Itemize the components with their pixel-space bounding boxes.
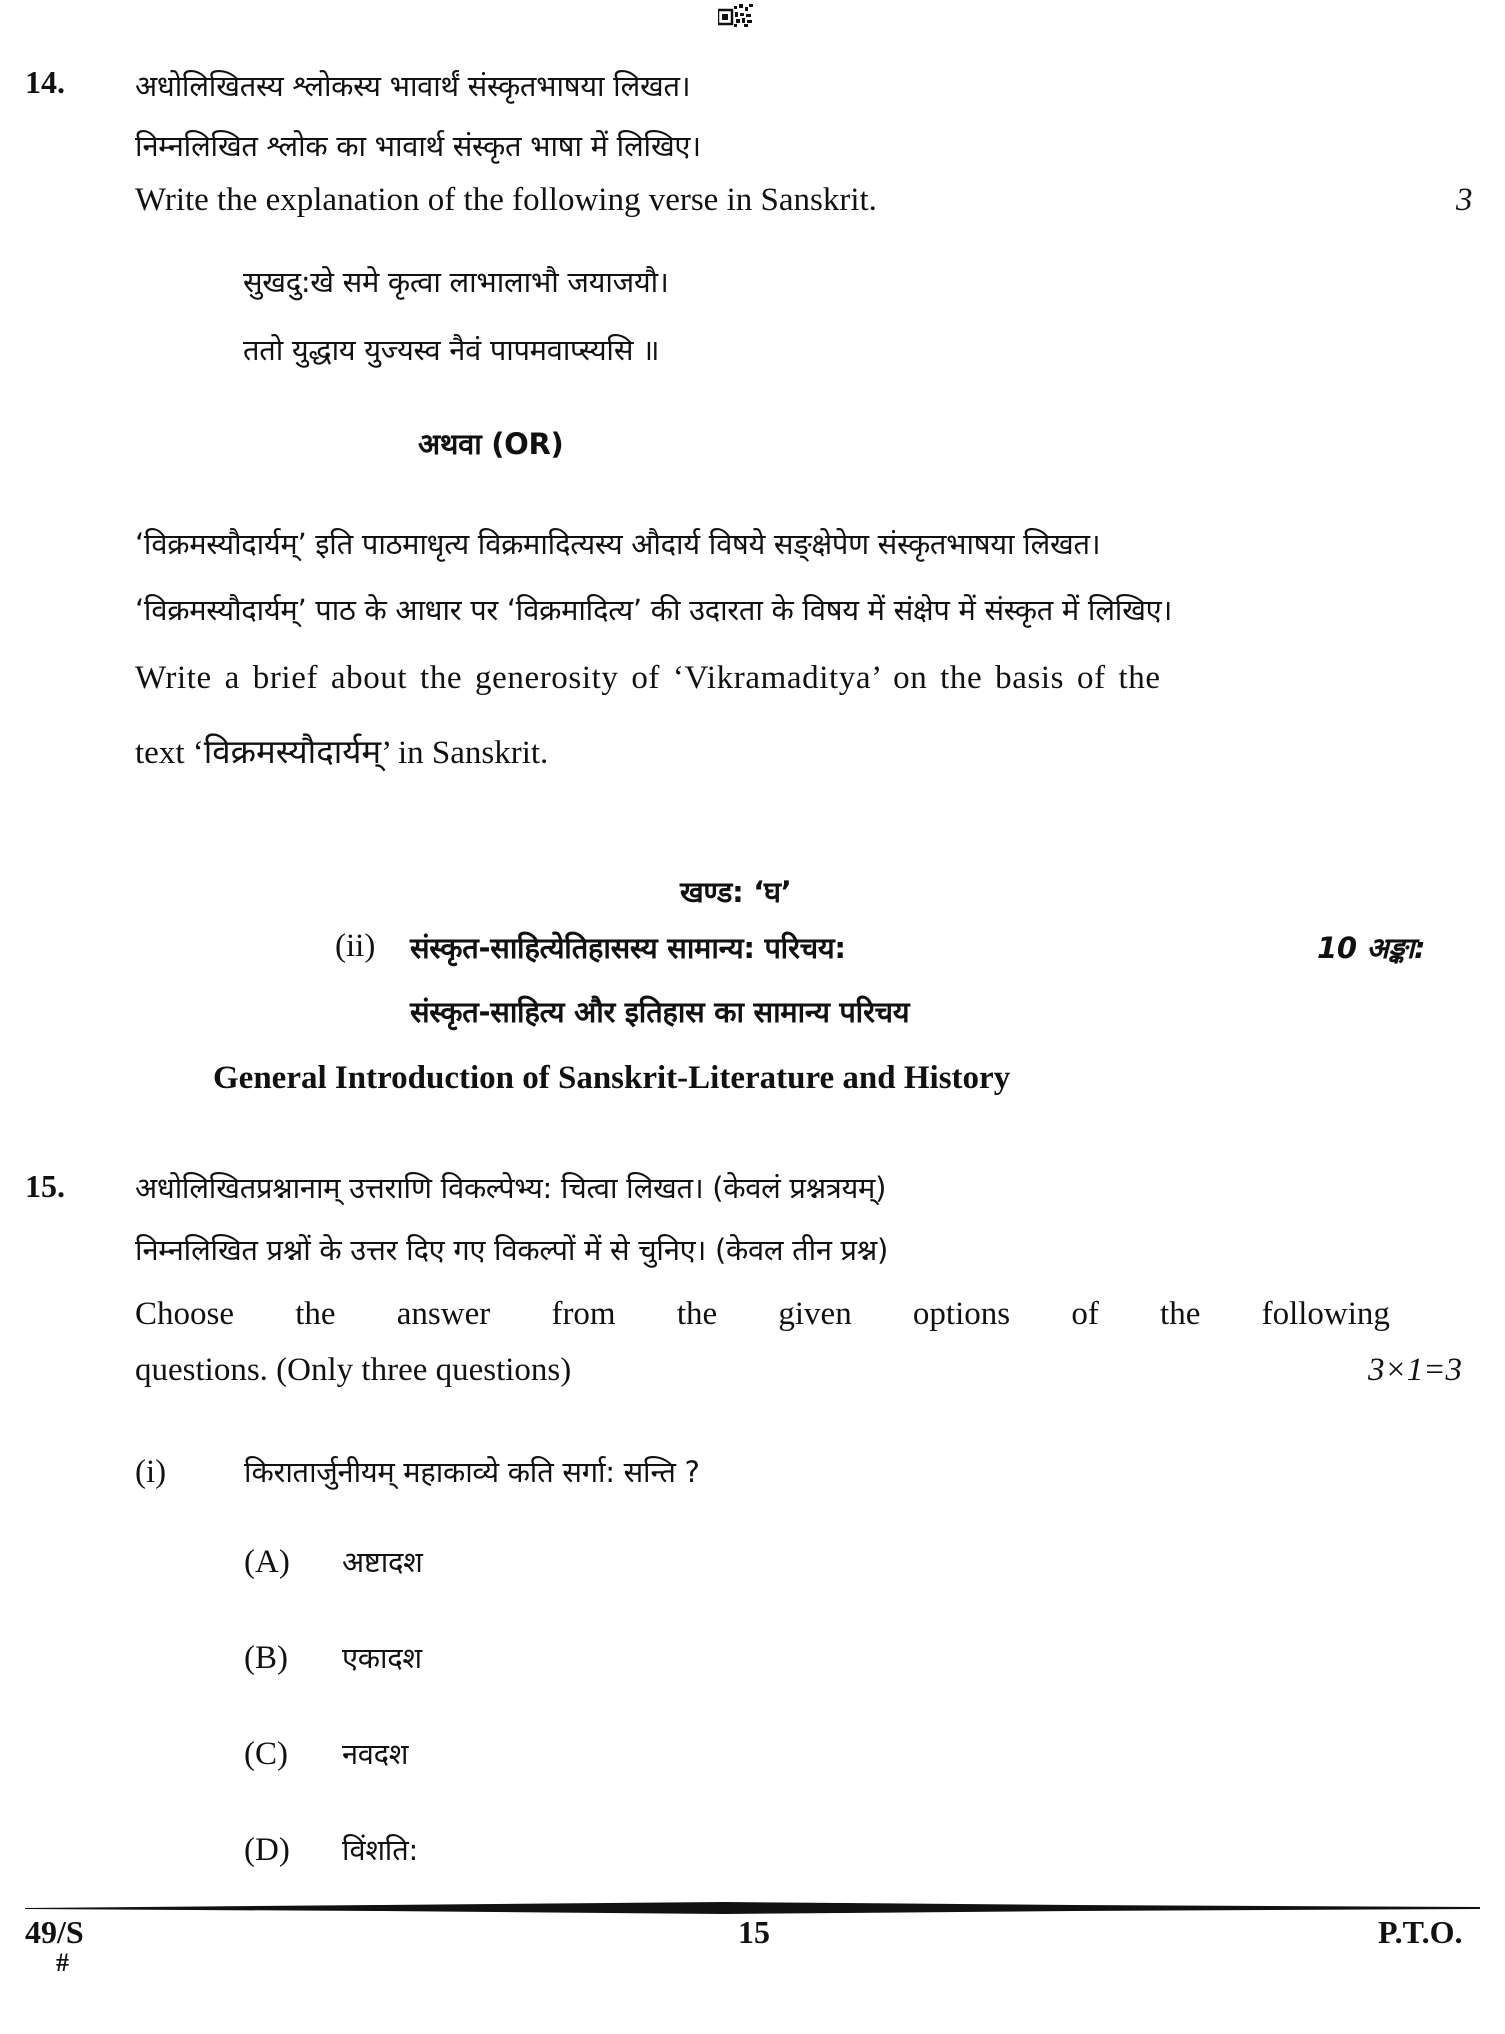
option-text-c: नवदश bbox=[342, 1737, 409, 1771]
option-label-c: (C) bbox=[244, 1736, 288, 1772]
option-label-b: (B) bbox=[244, 1640, 288, 1676]
q14-alt-instruction-english-2: text ‘विक्रमस्यौदार्यम्’ in Sanskrit. bbox=[135, 735, 549, 771]
verse-line-2: ततो युद्धाय युज्यस्व नैवं पापमवाप्स्यसि ॥ bbox=[243, 333, 660, 367]
q15-marks: 3×1=3 bbox=[1368, 1352, 1463, 1388]
hash-mark: # bbox=[56, 1948, 69, 1977]
question-number: 15. bbox=[25, 1168, 65, 1204]
sub-question-label: (i) bbox=[135, 1454, 167, 1490]
word: of bbox=[1071, 1296, 1099, 1332]
section-title: खण्ड: ‘घ’ bbox=[680, 875, 792, 909]
q14-instruction-english: Write the explanation of the following verse in Sanskrit. bbox=[135, 182, 877, 218]
word: following bbox=[1261, 1296, 1390, 1332]
q14-alt-instruction-english-1: Write a brief about the generosity of ‘Vikramaditya’ on the basis of the bbox=[135, 660, 1161, 696]
q14-instruction-sanskrit: अधोलिखितस्य श्लोकस्य भावार्थं संस्कृतभाषया लिखत। bbox=[135, 69, 691, 103]
q14-instruction-hindi: निम्नलिखित श्लोक का भावार्थ संस्कृत भाषा में लिखिए। bbox=[135, 129, 701, 163]
question-number: 14. bbox=[25, 64, 65, 100]
footer-divider bbox=[25, 1899, 1480, 1909]
section-sub-title-sanskrit: संस्कृत-साहित्येतिहासस्य सामान्य: परिचय: bbox=[410, 931, 846, 965]
option-text-d: विंशति: bbox=[342, 1833, 418, 1867]
word: options bbox=[912, 1296, 1011, 1332]
pto-label: P.T.O. bbox=[1378, 1914, 1463, 1950]
word: Choose bbox=[135, 1296, 234, 1332]
qr-code-icon bbox=[718, 4, 754, 28]
q15-instruction-english-1 bbox=[135, 1296, 1390, 1333]
verse-line-1: सुखदु:खे समे कृत्वा लाभालाभौ जयाजयौ। bbox=[243, 265, 669, 299]
word: from bbox=[551, 1296, 616, 1332]
sub-question-text: किरातार्जुनीयम् महाकाव्ये कति सर्गा: सन्ति ? bbox=[244, 1455, 700, 1489]
q15-instruction-english-2: questions. (Only three questions) bbox=[135, 1352, 572, 1388]
word: the bbox=[676, 1296, 718, 1332]
or-separator: अथवा (OR) bbox=[418, 427, 564, 461]
q14-alt-instruction-hindi: ‘विक्रमस्यौदार्यम्’ पाठ के आधार पर ‘विक्रमादित्य’ की उदारता के विषय में संक्षेप में संस्कृत में लिखिए। bbox=[135, 593, 1173, 627]
word: given bbox=[778, 1296, 852, 1332]
q15-instruction-hindi: निम्नलिखित प्रश्नों के उत्तर दिए गए विकल्पों में से चुनिए। (केवल तीन प्रश्न) bbox=[135, 1233, 888, 1267]
word: the bbox=[1160, 1296, 1201, 1332]
section-marks: 10 अङ्का: bbox=[1317, 931, 1426, 965]
section-sub-title-english: General Introduction of Sanskrit-Literature and History bbox=[213, 1060, 1011, 1096]
q15-instruction-sanskrit: अधोलिखितप्रश्नानाम् उत्तराणि विकल्पेभ्य: चित्वा लिखत। (केवलं प्रश्नत्रयम्) bbox=[135, 1171, 887, 1205]
page-number: 15 bbox=[738, 1914, 770, 1950]
section-sub-title-hindi: संस्कृत-साहित्य और इतिहास का सामान्य परिचय bbox=[410, 995, 910, 1029]
q14-alt-instruction-sanskrit: ‘विक्रमस्यौदार्यम्’ इति पाठमाधृत्य विक्रमादित्यस्य औदार्य विषये सङ्क्षेपेण संस्कृतभाषया लिखत। bbox=[135, 527, 1101, 561]
option-text-a: अष्टादश bbox=[342, 1545, 423, 1579]
word: answer bbox=[396, 1296, 491, 1332]
option-label-d: (D) bbox=[244, 1832, 290, 1868]
option-label-a: (A) bbox=[244, 1544, 290, 1580]
word: the bbox=[295, 1296, 336, 1332]
paper-code: 49/S bbox=[25, 1914, 84, 1950]
option-text-b: एकादश bbox=[342, 1641, 422, 1675]
section-sub-number: (ii) bbox=[335, 928, 376, 964]
q14-marks: 3 bbox=[1456, 182, 1473, 218]
